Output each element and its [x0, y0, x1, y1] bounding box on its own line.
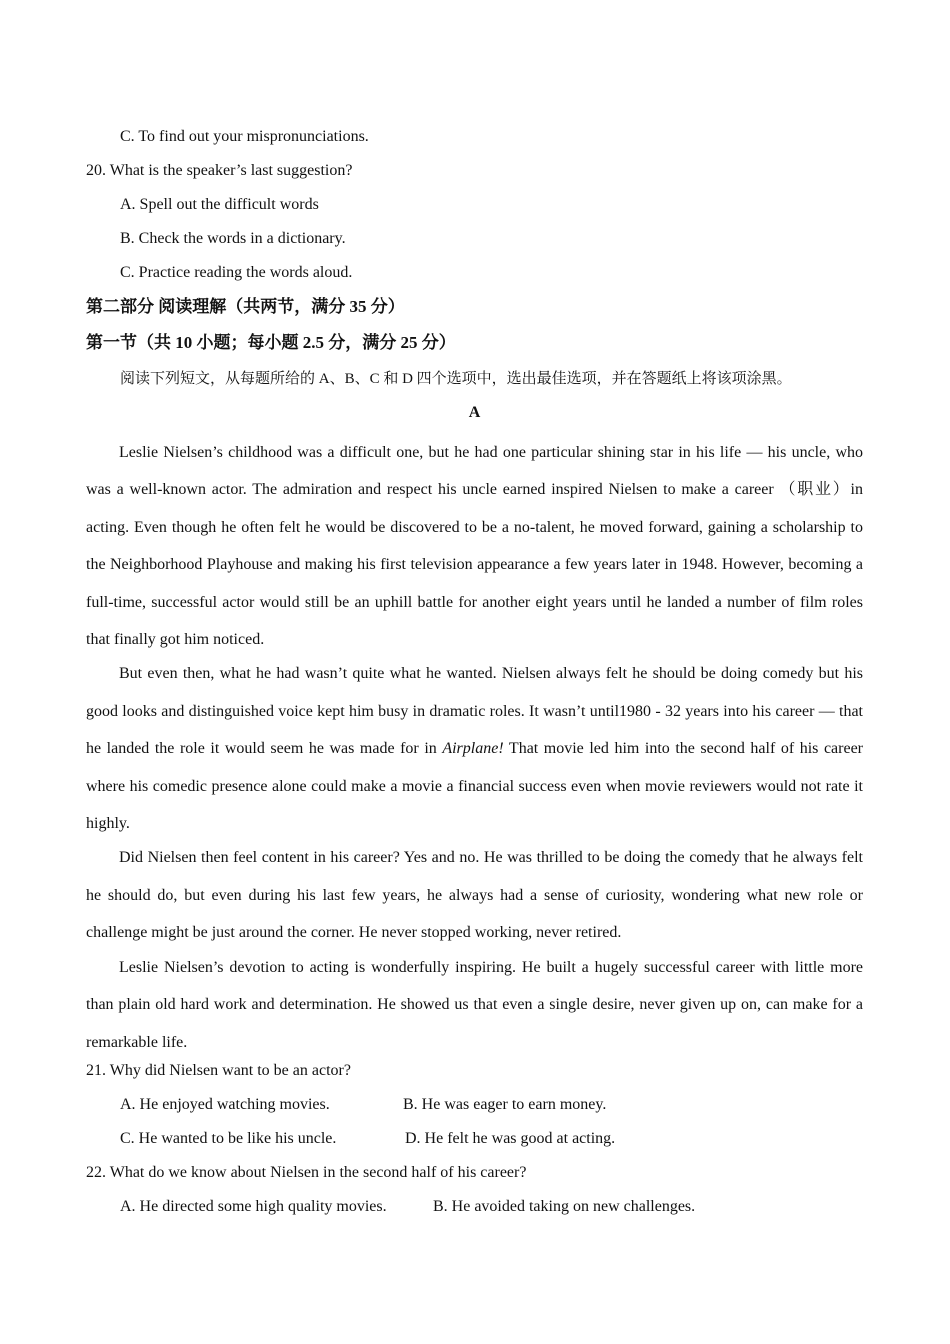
q20-option-a: A. Spell out the difficult words	[120, 196, 319, 213]
passage-paragraph-4: Leslie Nielsen’s devotion to acting is wonderfully inspiring. He built a hugely successful career with little more than plain old hard work and determination. He showed us that even a single desire, never given up on, can make for a remarkable life.	[86, 958, 863, 1051]
q21-options-row-1	[86, 1092, 863, 1126]
subsection-heading: 第一节（共 10 小题；每小题 2.5 分，满分 25 分）	[86, 333, 456, 352]
passage-paragraph-3: Did Nielsen then feel content in his career? Yes and no. He was thrilled to be doing the comedy that he always felt he should do, but even during his last few years, he always had a sense of curiosity, wondering what new role or challenge might be just around the corner. He never stopped working, never retired.	[86, 849, 863, 942]
q22-option-b: B. He avoided taking on new challenges.	[433, 1197, 696, 1215]
paragraph-2-text-after: That movie led him into the second half of his career where his comedic presence alone could make a movie a financial success even when movie reviewers would not rate it highly.	[86, 740, 864, 833]
q21-option-a: A. He enjoyed watching movies.	[120, 1095, 330, 1113]
passage-label: A	[468, 404, 481, 421]
paragraph-2-text-before: But even then, what he had wasn’t quite what he wanted. Nielsen always felt he should be doing comedy but his good looks and distinguished voice kept him busy in dramatic roles. It wasn’t until1980 - 32 years into his career — that he landed the role it would seem he was made for in	[86, 665, 863, 758]
q22-question: 22. What do we know about Nielsen in the second half of his career?	[86, 1163, 527, 1181]
q21-option-b: B. He was eager to earn money.	[403, 1095, 607, 1113]
q22-options-row-1	[86, 1194, 863, 1228]
q21-option-d: D. He felt he was good at acting.	[405, 1129, 616, 1147]
instructions: 阅读下列短文，从每题所给的 A、B、C 和 D 四个选项中，选出最佳选项，并在答题纸上将该项涂黑。	[120, 371, 792, 387]
q19-option-c: C. To find out your mispronunciations.	[120, 128, 369, 145]
q20-option-c: C. Practice reading the words aloud.	[120, 264, 353, 281]
movie-title: Airplane!	[442, 740, 504, 758]
passage-paragraph-1: Leslie Nielsen’s childhood was a difficult one, but he had one particular shining star in his life — his uncle, who was a well-known actor. The admiration and respect his uncle earned inspired Nielsen to make a career （职业）in acting. Even though he often felt he would be discovered to be a no-talent, he moved forward, gaining a scholarship to the Neighborhood Playhouse and making his first television appearance a few years later in 1948. However, becoming a full-time, successful actor would still be an uphill battle for another eight years until he landed a number of film roles that finally got him noticed.	[86, 444, 863, 649]
section-heading: 第二部分 阅读理解（共两节，满分 35 分）	[86, 297, 405, 316]
q22-option-a: A. He directed some high quality movies.	[120, 1197, 387, 1215]
q20-option-b: B. Check the words in a dictionary.	[120, 230, 346, 247]
q21-options-row-2	[86, 1126, 863, 1160]
q20-question: 20. What is the speaker’s last suggestion?	[86, 162, 353, 179]
exam-page	[86, 124, 863, 1228]
q21-option-c: C. He wanted to be like his uncle.	[120, 1129, 337, 1147]
q21-question: 21. Why did Nielsen want to be an actor?	[86, 1061, 351, 1079]
passage-paragraph-2	[86, 655, 863, 842]
